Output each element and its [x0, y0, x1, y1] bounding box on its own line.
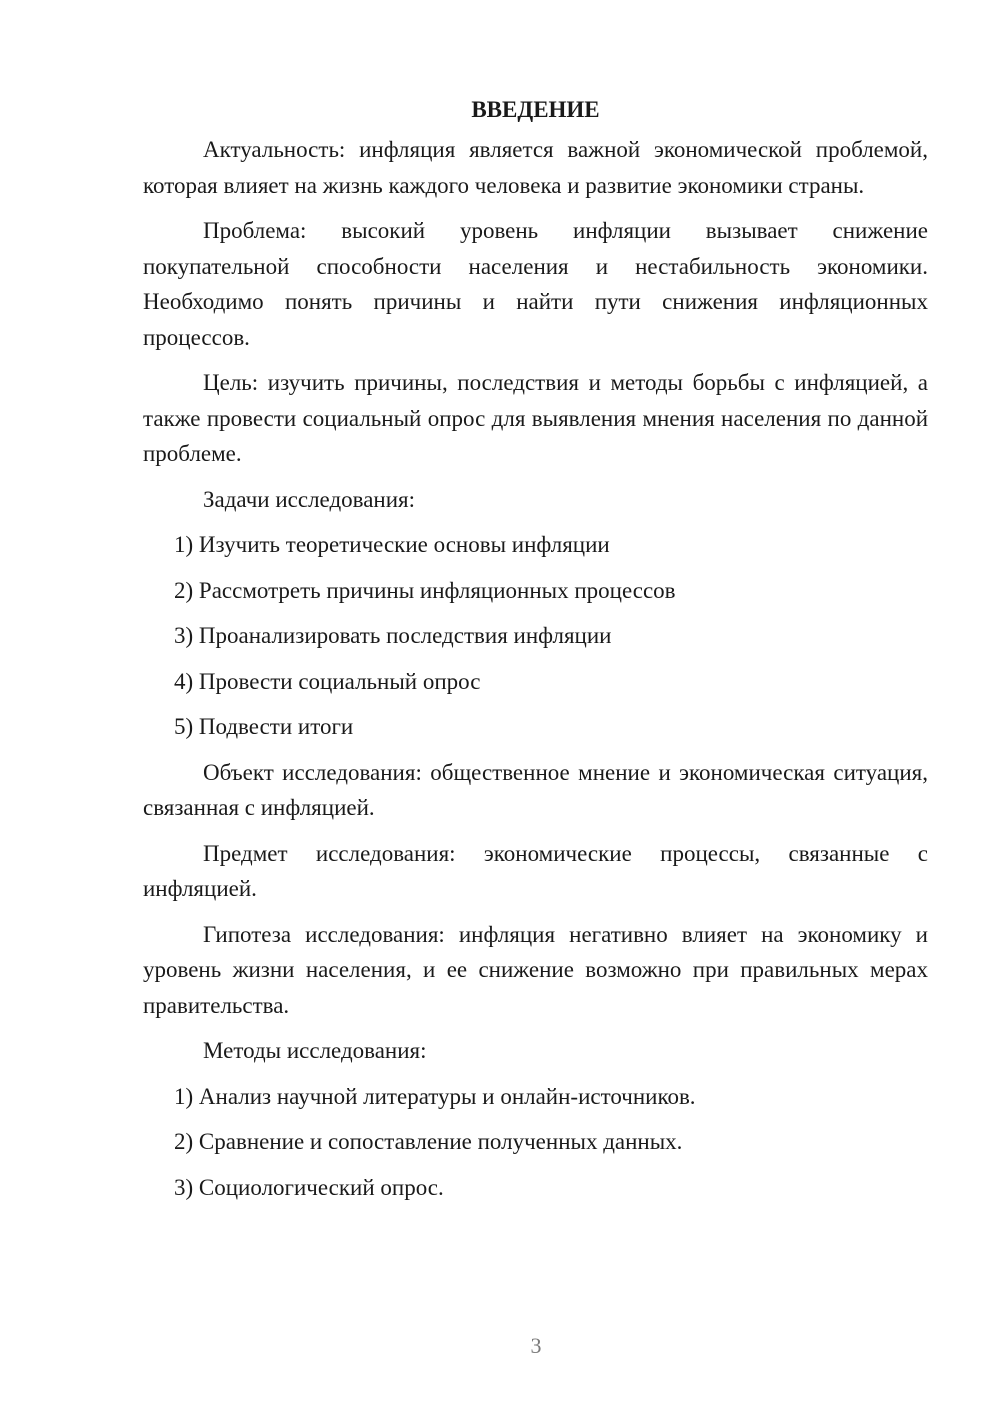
subject-paragraph: Предмет исследования: экономические процессы, связанные с инфляцией.	[143, 840, 928, 901]
list-item: 2) Сравнение и сопоставление полученных данных.	[174, 1129, 683, 1154]
list-item: 4) Провести социальный опрос	[174, 668, 481, 694]
list-item: 3) Социологический опрос.	[174, 1174, 444, 1200]
page-title: ВВЕДЕНИЕ	[471, 97, 600, 122]
list-item: 2) Рассмотреть причины инфляционных процессов	[174, 577, 676, 603]
goal-paragraph: Цель: изучить причины, последствия и методы борьбы с инфляцией, а также провести социальный опрос для выявления мнения населения по данной проблеме.	[143, 370, 928, 466]
tasks-heading: Задачи исследования:	[203, 486, 416, 512]
page-body	[143, 92, 928, 1215]
list-item: 1) Анализ научной литературы и онлайн-источников.	[174, 1083, 696, 1109]
list-item: 3) Проанализировать последствия инфляции	[174, 623, 612, 648]
relevance-paragraph: Актуальность: инфляция является важной экономической проблемой, которая влияет на жизнь каждого человека и развитие экономики страны.	[143, 137, 928, 198]
methods-list	[143, 1079, 928, 1206]
page-number: 3	[530, 1333, 542, 1358]
list-item: 5) Подвести итоги	[174, 714, 354, 739]
hypothesis-paragraph: Гипотеза исследования: инфляция негативно влияет на экономику и уровень жизни населения, и ее снижение возможно при правильных мерах правительства.	[143, 921, 928, 1018]
methods-heading: Методы исследования:	[203, 1038, 427, 1063]
list-item: 1) Изучить теоретические основы инфляции	[174, 532, 610, 557]
tasks-list	[143, 527, 928, 745]
object-paragraph: Объект исследования: общественное мнение и экономическая ситуация, связанная с инфляцией.	[143, 759, 928, 820]
problem-paragraph: Проблема: высокий уровень инфляции вызывает снижение покупательной способности населения и нестабильность экономики. Необходимо понять причины и найти пути снижения инфляционных процессов.	[143, 218, 928, 350]
